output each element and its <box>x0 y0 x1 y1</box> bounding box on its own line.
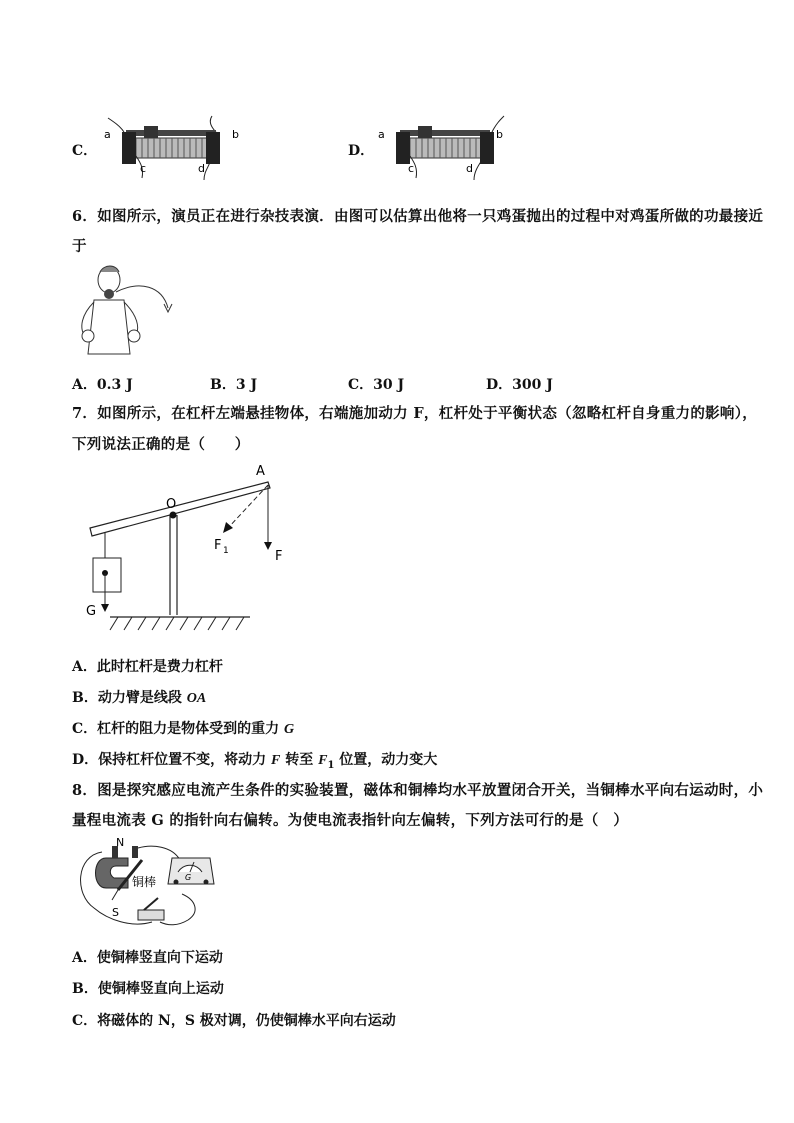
question-8-line-2: 量程电流表 G 的指针向右偏转。为使电流表指针向左偏转，下列方法可行的是（ ） <box>72 812 629 829</box>
induction-apparatus-figure <box>72 836 232 932</box>
terminal-d-label: d <box>466 162 473 175</box>
question-7-option-b: B．动力臂是线段 OA <box>72 690 207 706</box>
force-f1-label: F <box>214 538 222 553</box>
question-7-option-d: D．保持杠杆位置不变，将动力 F 转至 $F_1$ 位置，动力变大 <box>72 752 438 771</box>
terminal-b-label: b <box>232 128 239 141</box>
juggler-figure <box>72 262 182 362</box>
option-c-letter: C． <box>72 143 98 159</box>
question-6-option-c: C．30 J <box>348 377 405 393</box>
force-f-label: F <box>275 549 283 564</box>
question-7-option-a: A．此时杠杆是费力杠杆 <box>72 659 223 675</box>
question-7-option-c: C．杠杆的阻力是物体受到的重力 G <box>72 721 295 737</box>
magnet-n-label: N <box>116 836 125 849</box>
terminal-d-label: d <box>198 162 205 175</box>
question-7-line-2: 下列说法正确的是（ ） <box>72 436 250 453</box>
rheostat-figure-d <box>374 110 524 185</box>
point-a-label: A <box>256 464 265 479</box>
question-6-option-d: D．300 J <box>486 377 553 393</box>
magnet-s-label: S <box>112 906 119 919</box>
option-d-letter: D． <box>348 143 375 159</box>
question-6-option-b: B．3 J <box>210 377 258 393</box>
question-8-line-1: 8．图是探究感应电流产生条件的实验装置，磁体和铜棒均水平放置闭合开关，当铜棒水平向右运动时，小 <box>72 782 764 799</box>
question-8-option-a: A．使铜棒竖直向下运动 <box>72 950 223 966</box>
question-6-line-2: 于 <box>72 238 87 255</box>
terminal-a-label: a <box>104 128 111 141</box>
symbol-g: G <box>284 722 295 737</box>
weight-g-label: G <box>86 604 97 619</box>
copper-rod-label: 铜棒 <box>132 875 157 889</box>
terminal-c-label: c <box>408 162 415 175</box>
force-f1-subscript: 1 <box>223 546 229 556</box>
terminal-a-label: a <box>378 128 385 141</box>
question-6-line-1: 6．如图所示，演员正在进行杂技表演．由图可以估算出他将一只鸡蛋抛出的过程中对鸡蛋所做的功最接近 <box>72 208 764 225</box>
galvanometer-g-label: G <box>185 873 192 882</box>
question-8-option-b: B．使铜棒竖直向上运动 <box>72 981 224 997</box>
pivot-o-label: O <box>166 497 177 512</box>
question-7-line-1: 7．如图所示，在杠杆左端悬挂物体，右端施加动力 F，杠杆处于平衡状态（忽略杠杆自身重力的影响）， <box>72 405 758 422</box>
terminal-b-label: b <box>496 128 503 141</box>
question-8-option-c: C．将磁体的 N，S 极对调，仍使铜棒水平向右运动 <box>72 1013 396 1029</box>
question-6-option-a: A．0.3 J <box>72 377 133 393</box>
rheostat-figure-c <box>100 110 250 185</box>
segment-oa: OA <box>186 691 207 706</box>
terminal-c-label: c <box>140 162 147 175</box>
lever-figure <box>80 460 300 635</box>
